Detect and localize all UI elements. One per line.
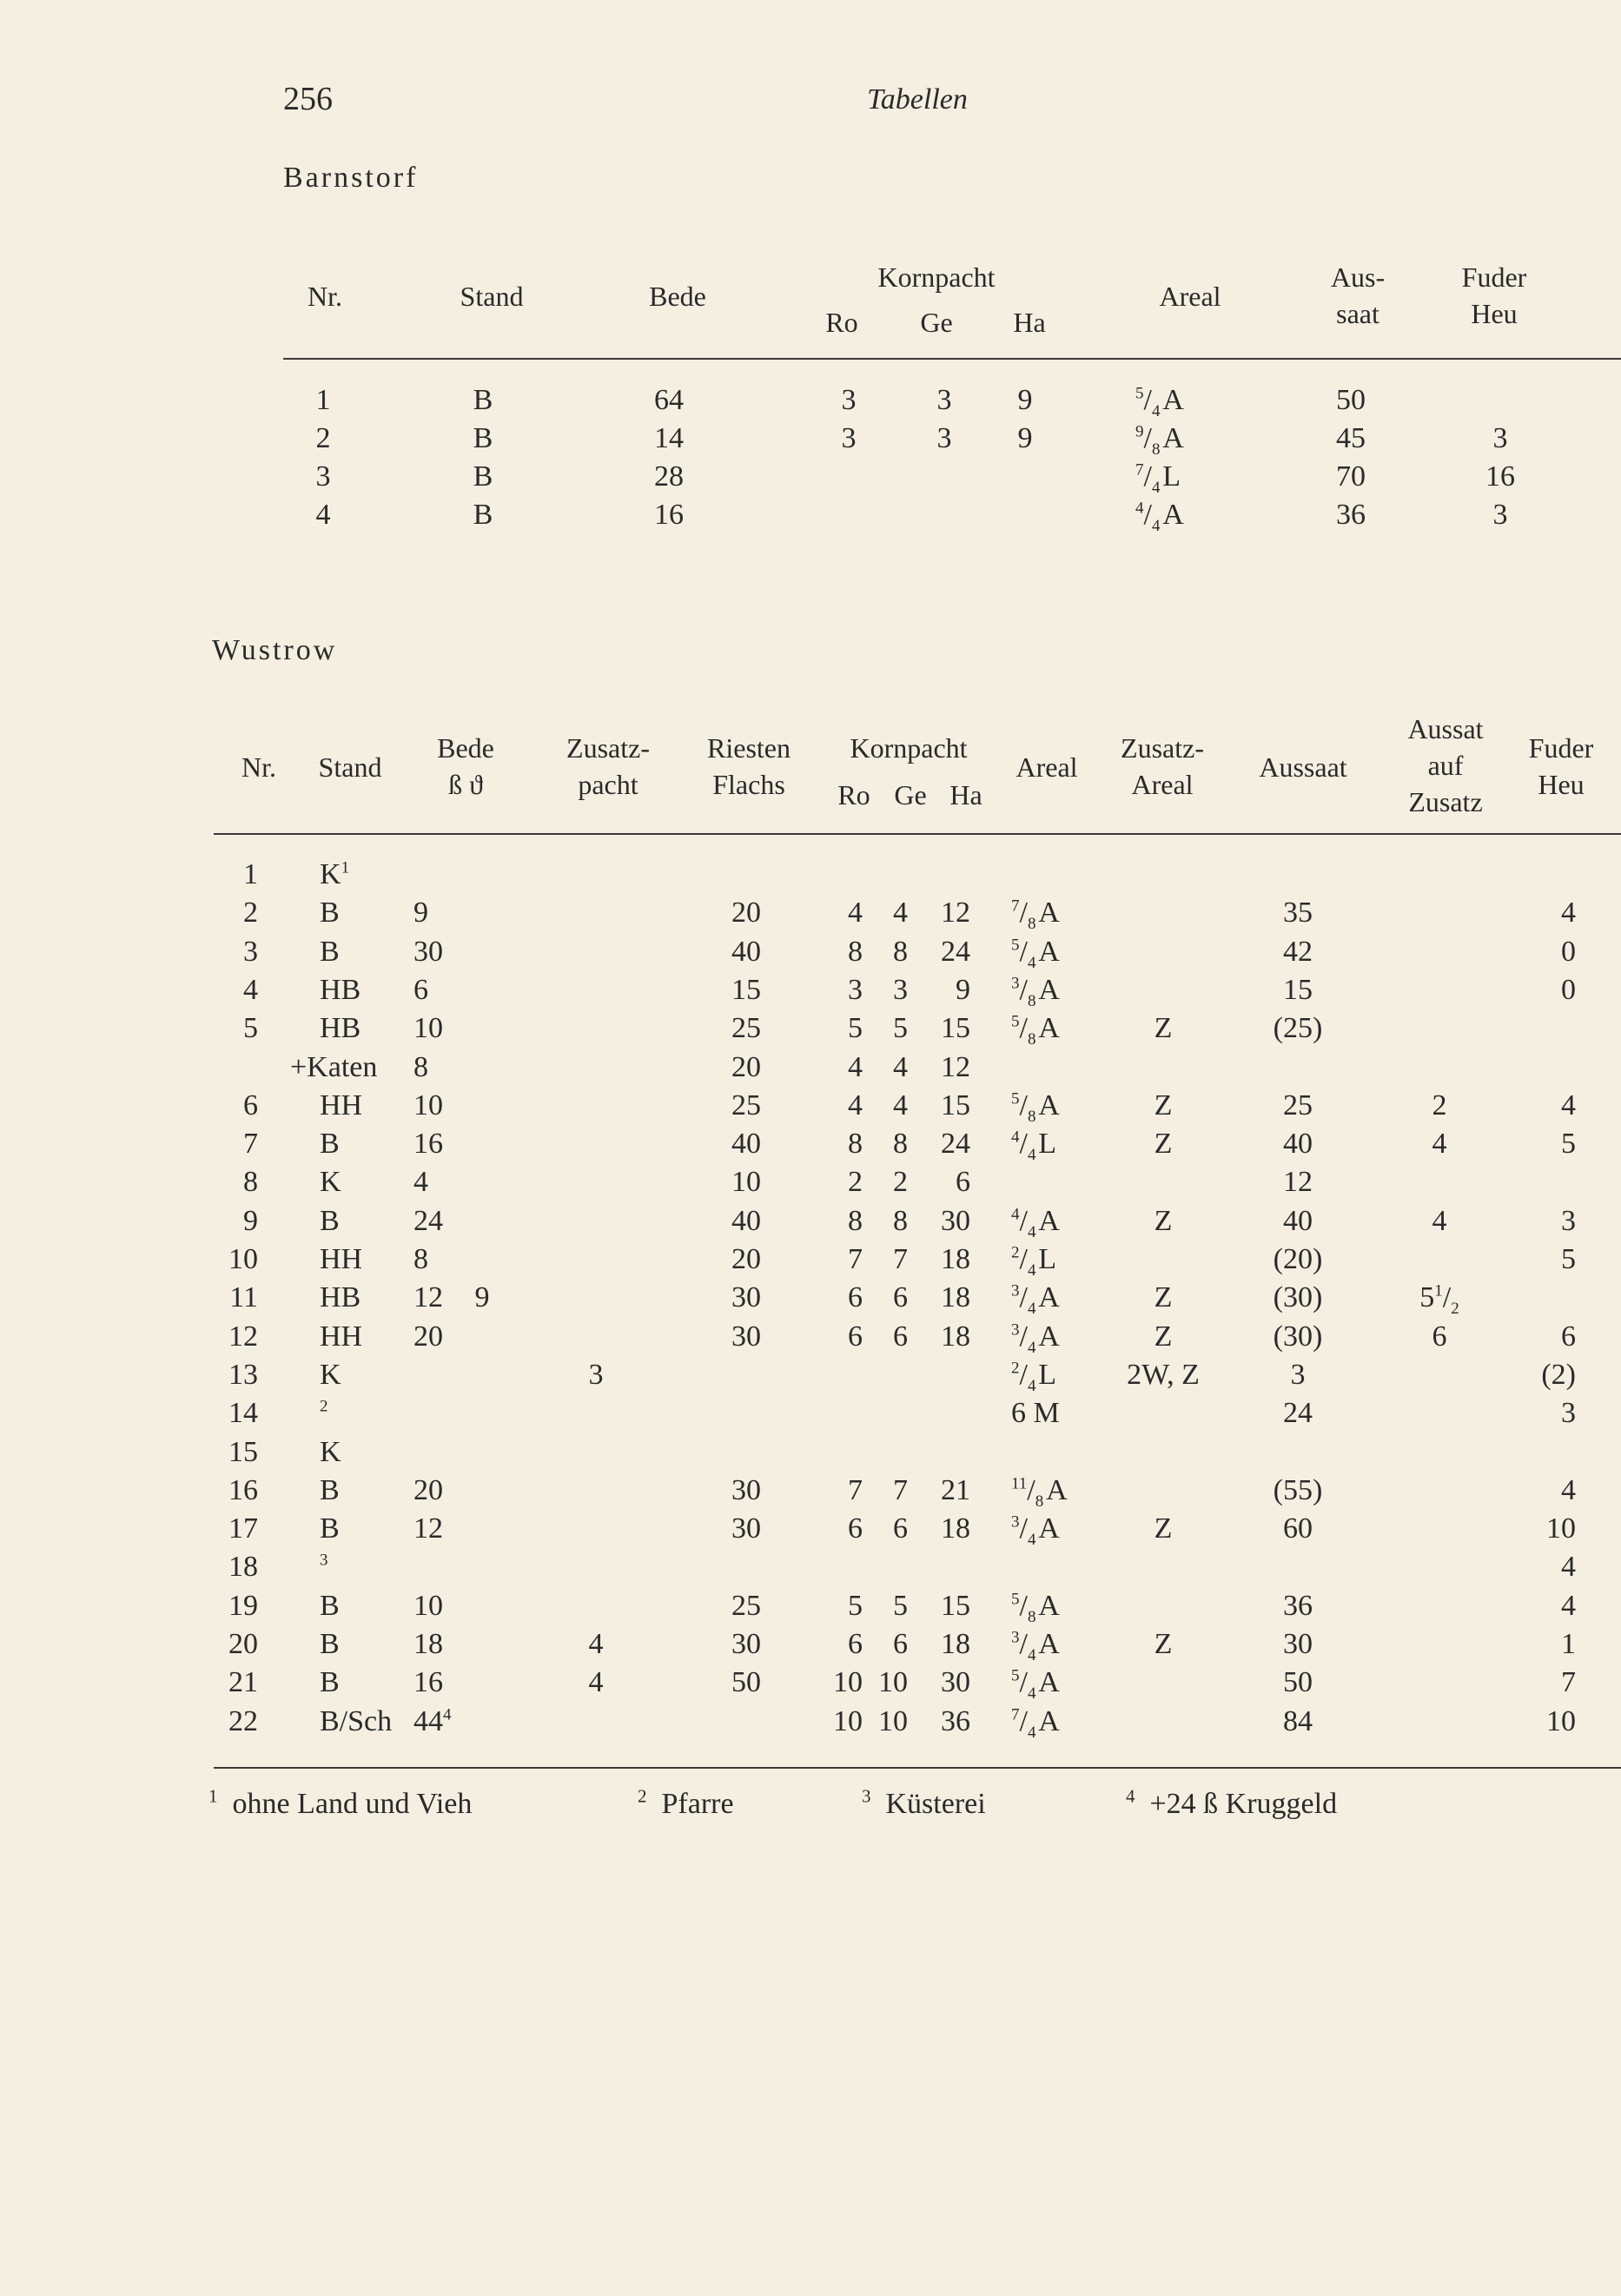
cell-areal: $^5/_4$ A [1135,384,1184,420]
col-header-zusatzpacht: Zusatz- pacht [566,732,650,800]
cell-fuder-heu: 4 [1561,1088,1576,1122]
cell-nr: 7 [243,1128,258,1161]
cell-areal: $^7/_8$ A [1011,897,1060,934]
cell-fuder-heu: 3 [1492,422,1508,454]
cell-stand: B [320,897,340,930]
cell-ha: 6 [956,1166,970,1199]
cell-fuder-heu: 4 [1561,1473,1576,1506]
cell-ro: 6 [848,1512,863,1545]
cell-ha: 24 [941,935,970,968]
col-header-nr: Nr. [241,751,276,783]
cell-zusatz-areal: Z [1154,1628,1173,1660]
col-header-riesten-flachs: Riesten Flachs [707,732,791,800]
footnote-1: $^1$ ohne Land und Vieh [208,1785,473,1820]
cell-bede: 14 [654,422,684,454]
cell-nr: 22 [228,1704,258,1737]
cell-areal: $^7/_4$ L [1135,460,1181,497]
cell-ro: 3 [848,973,863,1006]
cell-aussaat: 15 [1283,973,1313,1006]
cell-bede: 28 [654,460,684,493]
cell-zusatzpacht: 4 [588,1666,604,1699]
cell-areal: 6 M [1011,1397,1060,1430]
cell-ge: 6 [893,1628,908,1660]
cell-aussaat: 50 [1336,384,1366,416]
cell-ge: 6 [893,1512,908,1545]
cell-stand: B [473,460,493,493]
cell-aussaat: 60 [1283,1512,1313,1545]
cell-ge: 10 [878,1666,908,1699]
cell-stand: B [320,1628,340,1660]
cell-nr: 5 [243,1012,258,1045]
footnote-2: $^2$ Pfarre [638,1785,734,1820]
cell-zusatz-areal: Z [1154,1128,1173,1161]
col-header-ha: Ha [949,779,983,811]
cell-ro: 6 [848,1628,863,1660]
cell-riesten-flachs: 10 [731,1166,761,1199]
cell-ro: 8 [848,1204,863,1237]
cell-bede: 12 [414,1281,443,1314]
cell-aussaat: (25) [1273,1012,1323,1045]
cell-aussaat: 12 [1283,1166,1313,1199]
col-header-stand: Stand [318,751,382,783]
cell-bede: 16 [414,1128,443,1161]
cell-ha: 12 [941,1050,970,1083]
cell-areal: $^5/_8$ A [1011,1589,1060,1626]
cell-ro: 6 [848,1281,863,1314]
cell-stand: +Katen [290,1050,378,1083]
cell-ro: 7 [848,1473,863,1506]
cell-stand: 3 [320,1552,328,1571]
cell-aussaat-auf-zusatz: 2 [1432,1088,1447,1122]
cell-stand: 2 [320,1397,328,1416]
cell-ha: 21 [941,1473,970,1506]
cell-nr: 15 [228,1435,258,1468]
cell-stand: K [320,1166,341,1199]
cell-riesten-flachs: 30 [731,1512,761,1545]
cell-nr: 20 [228,1628,258,1660]
cell-fuder-heu: 4 [1561,897,1576,930]
cell-stand: $K^1$ [320,858,350,890]
cell-aussaat-auf-zusatz: 4 [1432,1204,1447,1237]
cell-nr: 3 [243,935,258,968]
col-header-nr: Nr. [308,281,342,312]
cell-bede: 18 [414,1628,443,1660]
cell-bede: 30 [414,935,443,968]
col-header-aussaat: Aussaat [1259,751,1347,783]
cell-nr: 2 [243,897,258,930]
cell-riesten-flachs: 20 [731,1050,761,1083]
cell-riesten-flachs: 30 [731,1281,761,1314]
page-number: 256 [283,81,333,117]
col-header-kornpacht: Kornpacht [850,732,968,764]
cell-stand: B [320,1512,340,1545]
col-header-ge: Ge [894,779,927,811]
cell-zusatz-areal: Z [1154,1204,1173,1237]
col-header-aussaat: Aus- saat [1330,261,1386,329]
cell-ro: 8 [848,1128,863,1161]
col-header-ro: Ro [837,779,870,811]
cell-aussaat: (30) [1273,1281,1323,1314]
cell-riesten-flachs: 40 [731,935,761,968]
cell-stand: B [473,384,493,416]
cell-aussaat: 50 [1283,1666,1313,1699]
cell-nr: 3 [315,460,331,493]
cell-riesten-flachs: 25 [731,1088,761,1122]
cell-bede: 20 [414,1473,443,1506]
cell-stand: B [473,499,493,531]
cell-nr: 1 [243,858,258,890]
cell-ge: 5 [893,1589,908,1622]
cell-aussaat-auf-zusatz: 4 [1432,1128,1447,1161]
cell-bede: 8 [414,1050,428,1083]
cell-ge: 10 [878,1704,908,1737]
col-header-ge: Ge [920,307,953,338]
cell-nr: 9 [243,1204,258,1237]
cell-stand: B [473,422,493,454]
cell-ha: 36 [941,1704,970,1737]
cell-ge: 8 [893,1204,908,1237]
cell-areal: $^3/_4$ A [1011,1281,1060,1319]
cell-ha: 18 [941,1512,970,1545]
section-title-barnstorf: Barnstorf [283,162,419,194]
cell-bede: 10 [414,1589,443,1622]
cell-nr: 4 [315,499,331,531]
cell-riesten-flachs: 30 [731,1320,761,1353]
cell-fuder-heu: 10 [1546,1704,1576,1737]
cell-areal: $^5/_8$ A [1011,1012,1060,1049]
cell-ha: 18 [941,1628,970,1660]
cell-ro: 5 [848,1012,863,1045]
cell-stand: B [320,1666,340,1699]
cell-areal: $^9/_8$ A [1135,422,1184,459]
col-header-bede: Bede ß ϑ [437,732,494,800]
cell-zusatz-areal: Z [1154,1320,1173,1353]
cell-aussaat: 40 [1283,1128,1313,1161]
col-header-bede: Bede [649,281,706,312]
cell-areal: $^3/_4$ A [1011,1628,1060,1664]
cell-aussaat: 40 [1283,1204,1313,1237]
cell-fuder-heu: 6 [1561,1320,1576,1353]
cell-zusatzpacht: 3 [588,1358,604,1391]
cell-nr: 14 [228,1397,258,1430]
cell-riesten-flachs: 20 [731,1243,761,1275]
cell-ge: 4 [893,1088,908,1122]
cell-ro: 4 [848,1050,863,1083]
cell-ro: 10 [833,1704,863,1737]
cell-fuder-heu: 5 [1561,1243,1576,1275]
cell-ge: 7 [893,1473,908,1506]
cell-aussaat: 45 [1336,422,1366,454]
cell-nr: 17 [228,1512,258,1545]
cell-stand: HH [320,1088,363,1122]
cell-aussaat: (55) [1273,1473,1323,1506]
running-title: Tabellen [867,83,968,116]
cell-areal: $^5/_8$ A [1011,1088,1060,1126]
cell-ro: 3 [841,384,857,416]
cell-areal: $^2/_4$ L [1011,1243,1057,1280]
cell-areal: $^{11}/_8$ A [1011,1473,1068,1511]
cell-aussaat: 35 [1283,897,1313,930]
cell-aussaat: 36 [1283,1589,1313,1622]
cell-aussaat: (30) [1273,1320,1323,1353]
cell-ro: 8 [848,935,863,968]
cell-nr: 2 [315,422,331,454]
cell-stand: B [320,935,340,968]
cell-bede-pfennig: 9 [474,1281,490,1314]
cell-zusatz-areal: Z [1154,1281,1173,1314]
cell-ge: 6 [893,1320,908,1353]
cell-ge: 4 [893,897,908,930]
cell-bede: $44^4$ [414,1704,452,1737]
cell-riesten-flachs: 30 [731,1473,761,1506]
cell-aussaat: 24 [1283,1397,1313,1430]
cell-fuder-heu: 10 [1546,1512,1576,1545]
cell-stand: B [320,1473,340,1506]
cell-fuder-heu: (2) [1541,1358,1576,1391]
cell-ha: 30 [941,1204,970,1237]
cell-fuder-heu: 4 [1561,1589,1576,1622]
cell-ge: 8 [893,935,908,968]
col-header-fuder-heu: Fuder Heu [1461,261,1527,329]
cell-ge: 8 [893,1128,908,1161]
cell-ro: 2 [848,1166,863,1199]
cell-areal: $^2/_4$ L [1011,1358,1057,1395]
cell-bede: 4 [414,1166,428,1199]
cell-ge: 7 [893,1243,908,1275]
cell-ha: 15 [941,1088,970,1122]
table-bottom-rule [214,1767,1621,1769]
cell-stand: B/Sch [320,1704,393,1737]
cell-ha: 12 [941,897,970,930]
cell-stand: HH [320,1243,363,1275]
cell-nr: 8 [243,1166,258,1199]
col-header-fuder-heu: Fuder Heu [1528,732,1594,800]
cell-aussaat: 3 [1290,1358,1306,1391]
col-header-areal: Areal [1016,751,1078,783]
cell-ha: 30 [941,1666,970,1699]
cell-bede: 10 [414,1088,443,1122]
cell-nr: 12 [228,1320,258,1353]
col-header-aussaat-auf-zusatz: Aussat auf Zusatz [1407,713,1484,817]
cell-bede: 20 [414,1320,443,1353]
cell-riesten-flachs: 15 [731,973,761,1006]
cell-bede: 24 [414,1204,443,1237]
cell-ge: 5 [893,1012,908,1045]
cell-ro: 10 [833,1666,863,1699]
cell-fuder-heu: 3 [1561,1204,1576,1237]
cell-fuder-heu: 1 [1561,1628,1576,1660]
cell-areal: $^5/_4$ A [1011,1666,1060,1704]
cell-areal: $^7/_4$ A [1011,1704,1060,1742]
cell-nr: 1 [315,384,331,416]
col-header-stand: Stand [460,281,524,312]
cell-fuder-heu: 0 [1561,973,1576,1006]
cell-ro: 7 [848,1243,863,1275]
header-rule [283,358,1621,360]
section-title-wustrow: Wustrow [212,634,338,666]
cell-stand: K [320,1435,341,1468]
cell-aussaat-auf-zusatz: 6 [1432,1320,1447,1353]
cell-zusatz-areal: Z [1154,1012,1173,1045]
cell-riesten-flachs: 40 [731,1204,761,1237]
cell-nr: 18 [228,1551,258,1584]
cell-ha: 15 [941,1012,970,1045]
cell-areal: $^5/_4$ A [1011,935,1060,972]
cell-stand: HH [320,1320,363,1353]
cell-stand: B [320,1589,340,1622]
cell-stand: B [320,1204,340,1237]
header-rule [214,833,1621,835]
cell-stand: HB [320,1281,361,1314]
cell-aussaat-auf-zusatz: $5^1/_2$ [1419,1281,1459,1319]
footnote-4: $^4$ +24 ß Kruggeld [1126,1785,1338,1820]
cell-ha: 18 [941,1281,970,1314]
cell-stand: HB [320,1012,361,1045]
cell-ha: 24 [941,1128,970,1161]
cell-riesten-flachs: 25 [731,1012,761,1045]
cell-ro: 6 [848,1320,863,1353]
cell-stand: B [320,1128,340,1161]
cell-riesten-flachs: 40 [731,1128,761,1161]
cell-aussaat: (20) [1273,1243,1323,1275]
cell-nr: 13 [228,1358,258,1391]
cell-ge: 3 [936,384,952,416]
cell-ha: 9 [956,973,970,1006]
cell-ha: 9 [1017,422,1033,454]
cell-areal: $^4/_4$ A [1011,1204,1060,1241]
cell-fuder-heu: 7 [1561,1666,1576,1699]
cell-aussaat: 30 [1283,1628,1313,1660]
cell-ro: 5 [848,1589,863,1622]
cell-riesten-flachs: 50 [731,1666,761,1699]
cell-fuder-heu: 4 [1561,1551,1576,1584]
cell-ge: 3 [893,973,908,1006]
cell-ro: 3 [841,422,857,454]
cell-fuder-heu: 0 [1561,935,1576,968]
cell-ge: 2 [893,1166,908,1199]
cell-areal: $^3/_4$ A [1011,1512,1060,1549]
footnote-3: $^3$ Küsterei [862,1785,986,1820]
cell-bede: 10 [414,1012,443,1045]
cell-bede: 64 [654,384,684,416]
cell-bede: 8 [414,1243,428,1275]
cell-zusatz-areal: 2W, Z [1127,1358,1200,1391]
cell-stand: K [320,1358,341,1391]
cell-aussaat: 70 [1336,460,1366,493]
cell-ha: 18 [941,1320,970,1353]
cell-zusatz-areal: Z [1154,1512,1173,1545]
cell-areal: $^3/_8$ A [1011,973,1060,1010]
cell-fuder-heu: 3 [1561,1397,1576,1430]
cell-bede: 6 [414,973,428,1006]
cell-riesten-flachs: 25 [731,1589,761,1622]
cell-nr: 4 [243,973,258,1006]
cell-areal: $^3/_4$ A [1011,1320,1060,1357]
cell-ha: 18 [941,1243,970,1275]
cell-stand: HB [320,973,361,1006]
cell-ge: 3 [936,422,952,454]
cell-nr: 19 [228,1589,258,1622]
cell-fuder-heu: 3 [1492,499,1508,531]
cell-fuder-heu: 16 [1485,460,1515,493]
col-header-kornpacht: Kornpacht [877,261,996,293]
cell-areal: $^4/_4$ A [1135,499,1184,535]
cell-aussaat: 84 [1283,1704,1313,1737]
cell-nr: 10 [228,1243,258,1275]
cell-zusatz-areal: Z [1154,1088,1173,1122]
col-header-areal: Areal [1159,281,1221,312]
cell-ge: 4 [893,1050,908,1083]
col-header-zusatz-areal: Zusatz- Areal [1121,732,1204,800]
cell-nr: 11 [229,1281,258,1314]
cell-bede: 16 [414,1666,443,1699]
cell-riesten-flachs: 30 [731,1628,761,1660]
cell-nr: 16 [228,1473,258,1506]
cell-nr: 21 [228,1666,258,1699]
cell-areal: $^4/_4$ L [1011,1128,1057,1164]
cell-aussaat: 36 [1336,499,1366,531]
cell-bede: 12 [414,1512,443,1545]
cell-bede: 9 [414,897,428,930]
cell-zusatzpacht: 4 [588,1628,604,1660]
cell-ha: 15 [941,1589,970,1622]
cell-ro: 4 [848,897,863,930]
cell-ro: 4 [848,1088,863,1122]
col-header-ha: Ha [1013,307,1046,338]
cell-aussaat: 42 [1283,935,1313,968]
cell-fuder-heu: 5 [1561,1128,1576,1161]
cell-nr: 6 [243,1088,258,1122]
cell-riesten-flachs: 20 [731,897,761,930]
cell-aussaat: 25 [1283,1088,1313,1122]
cell-bede: 16 [654,499,684,531]
cell-ha: 9 [1017,384,1033,416]
col-header-ro: Ro [825,307,858,338]
cell-ge: 6 [893,1281,908,1314]
